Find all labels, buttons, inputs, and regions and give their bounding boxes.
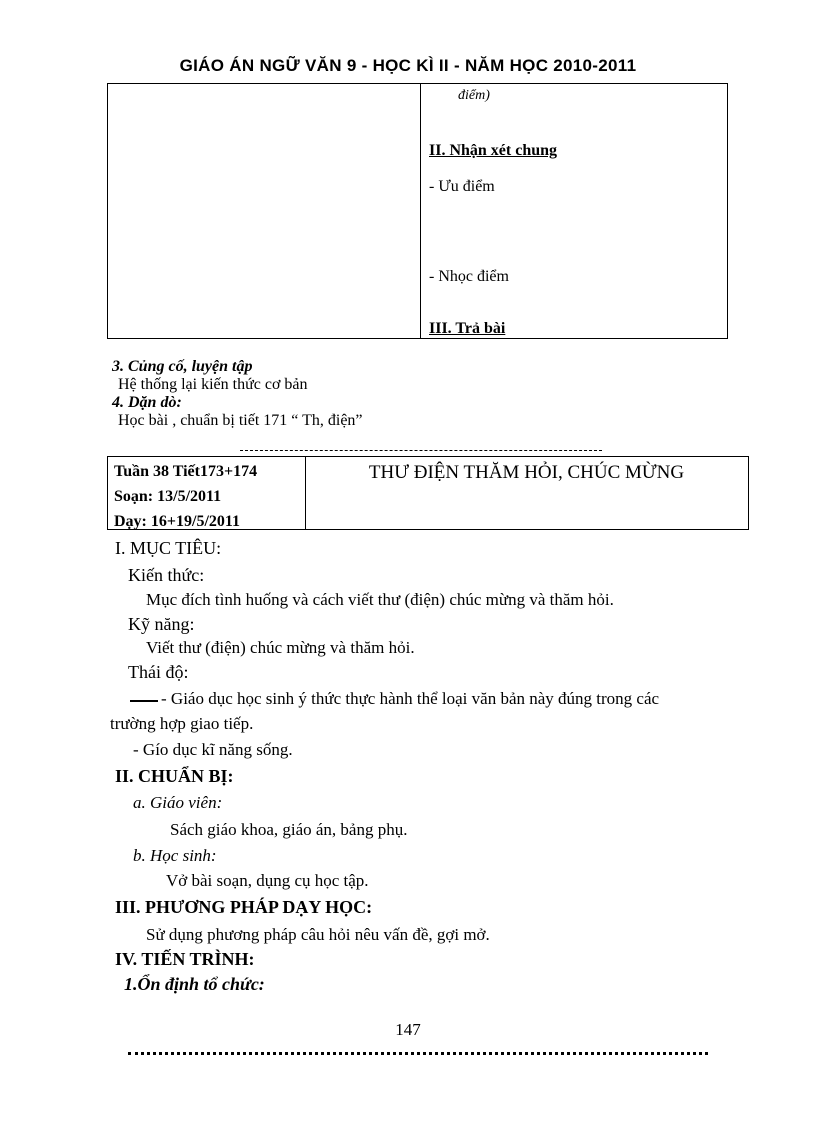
giao-vien-text: Sách giáo khoa, giáo án, bảng phụ. — [170, 820, 408, 839]
chuan-bi-heading: II. CHUẨN BỊ: — [115, 766, 234, 786]
thai-do-text1: - Giáo dục học sinh ý thức thực hành thể loại văn bản này đúng trong các — [161, 689, 660, 708]
nhuoc-diem-item: - Nhọc điểm — [429, 268, 509, 285]
on-dinh-heading: 1.Ổn định tổ chức: — [124, 974, 265, 994]
lesson-week: Tuần 38 Tiết173+174 — [114, 463, 258, 480]
hoc-sinh-label: b. Học sinh: — [133, 846, 217, 865]
phuong-phap-text: Sử dụng phương pháp câu hỏi nêu vấn đề, gợi mở. — [146, 925, 490, 944]
ky-nang-label: Kỹ năng: — [128, 614, 195, 634]
section3-text: Hệ thống lại kiến thức cơ bản — [118, 376, 308, 393]
hoc-sinh-text: Vở bài soạn, dụng cụ học tập. — [166, 871, 369, 890]
lesson-soan-date: Soạn: 13/5/2011 — [114, 488, 222, 505]
document-header: GIÁO ÁN NGỮ VĂN 9 - HỌC KÌ II - NĂM HỌC 2010-2011 — [179, 56, 637, 75]
thai-do-line1 — [130, 689, 659, 709]
lesson-title: THƯ ĐIỆN THĂM HỎI, CHÚC MỪNG — [368, 462, 685, 483]
giao-vien-label: a. Giáo viên: — [133, 793, 223, 812]
nhan-xet-heading: II. Nhận xét chung — [429, 142, 558, 159]
uu-diem-item: - Ưu điểm — [429, 178, 495, 195]
lesson-info-box — [107, 456, 749, 530]
table-column-divider — [420, 84, 421, 338]
diem-note: điểm) — [458, 88, 490, 103]
blank-underline — [130, 700, 158, 702]
section3-heading: 3. Củng cố, luyện tập — [112, 358, 253, 375]
phuong-phap-heading: III. PHƯƠNG PHÁP DẠY HỌC: — [115, 897, 373, 917]
section4-heading: 4. Dặn dò: — [112, 394, 182, 411]
ky-nang-text: Viết thư (điện) chúc mừng và thăm hỏi. — [146, 638, 415, 657]
kien-thuc-text: Mục đích tình huống và cách viết thư (điện) chúc mừng và thăm hỏi. — [146, 590, 614, 609]
thai-do-text3: - Gío dục kĩ năng sống. — [133, 740, 293, 759]
muc-tieu-heading: I. MỤC TIÊU: — [115, 538, 222, 558]
tien-trinh-heading: IV. TIẾN TRÌNH: — [115, 949, 255, 969]
kien-thuc-label: Kiến thức: — [128, 565, 205, 585]
page-number: 147 — [395, 1020, 421, 1039]
footer-dotted-line — [128, 1052, 708, 1055]
section4-text: Học bài , chuẩn bị tiết 171 “ Th, điện” — [118, 412, 363, 429]
thai-do-text2: trường hợp giao tiếp. — [110, 714, 254, 733]
tra-bai-heading: III. Trả bài — [429, 320, 506, 337]
section-separator — [240, 450, 602, 451]
lesson-day-date: Dạy: 16+19/5/2011 — [114, 513, 241, 530]
thai-do-label: Thái độ: — [128, 662, 189, 682]
review-table — [107, 83, 728, 339]
